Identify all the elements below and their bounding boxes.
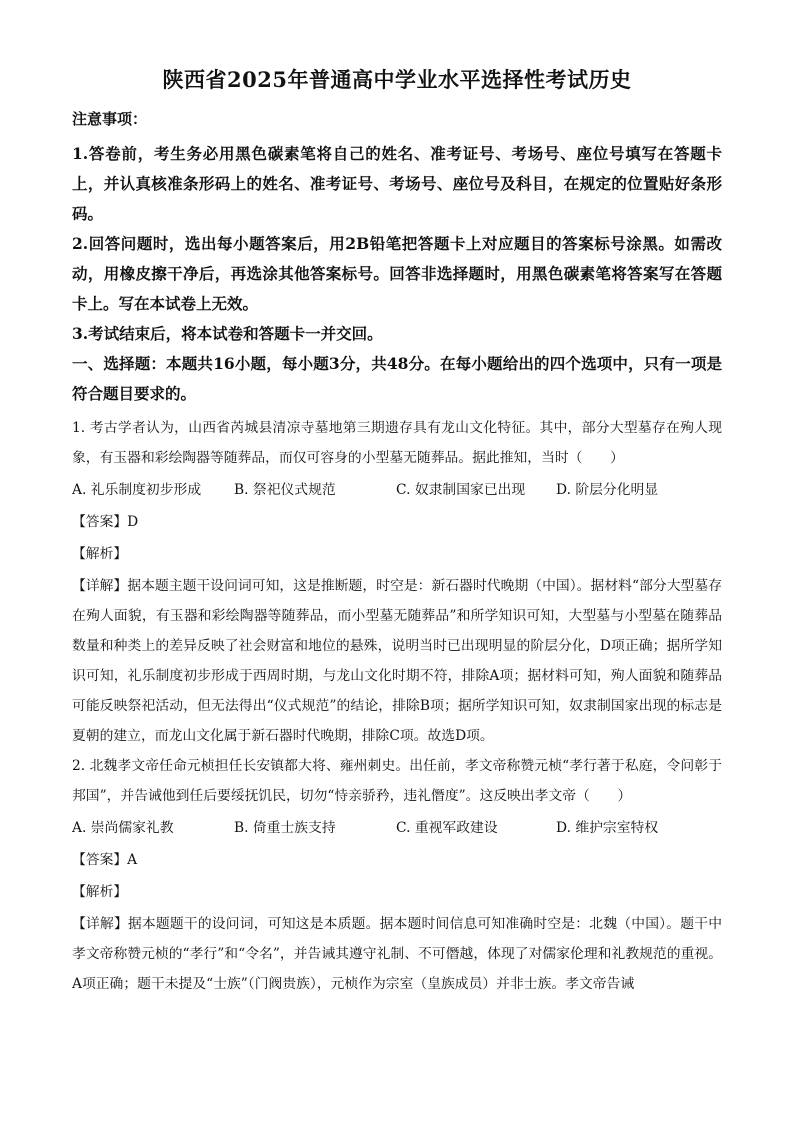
question-1-option-d: D. 阶层分化明显 [556,482,659,498]
page-title: 陕西省2025年普通高中学业水平选择性考试历史 [162,67,632,92]
question-1-analysis-label: 【解析】 [72,546,128,562]
notice-item-1: 1.答卷前，考生务必用黑色碳素笔将自己的姓名、准考证号、考场号、座位号填写在答题卡上，并认真核准条形码上的姓名、准考证号、考场号、座位号及科目，在规定的位置贴好条形码。 [72,144,722,223]
question-1-answer: 【答案】D [72,514,139,530]
question-2-option-d: D. 维护宗室特权 [556,820,659,836]
question-1-options [72,475,722,505]
question-2-analysis-label: 【解析】 [72,884,128,900]
question-1-option-b: B. 祭祀仪式规范 [234,482,336,498]
question-2-option-a: A. 崇尚儒家礼教 [72,820,174,836]
section-heading: 一、选择题：本题共16小题，每小题3分，共48分。在每小题给出的四个选项中，只有一项是符合题目要求的。 [72,354,722,403]
question-2-detail: 【详解】据本题题干的设问词，可知这是本质题。据本题时间信息可知准确时空是：北魏（中国）。题干中孝文帝称赞元桢的“孝行”和“令名”，并告诫其遵守礼制、不可僭越，体现了对儒家伦理和礼教规范的重视。A项正确；题干未提及“士族”（门阀贵族），元桢作为宗室（皇族成员）并非士族。孝文帝告诫 [72,916,722,992]
question-1-detail: 【详解】据本题主题干设问词可知，这是推断题，时空是：新石器时代晚期（中国）。据材料“部分大型墓存在殉人面貌，有玉器和彩绘陶器等随葬品，而小型墓无随葬品”和所学知识可知，大型墓与小型墓在随葬品数量和种类上的差异反映了社会财富和地位的悬殊，说明当时已出现明显的阶层分化，D项正确；据所学知识可知，礼乐制度初步形成于西周时期，与龙山文化时期不符，排除A项；据材料可知，殉人面貌和随葬品可能反映祭祀活动，但无法得出“仪式规范”的结论，排除B项；据所学知识可知，奴隶制国家出现的标志是夏朝的建立，而龙山文化属于新石器时代晚期，排除C项。故选D项。 [72,578,722,744]
notice-item-3: 3.考试结束后，将本试卷和答题卡一并交回。 [72,324,383,343]
question-2-stem: 2. 北魏孝文帝任命元桢担任长安镇都大将、雍州刺史。出任前，孝文帝称赞元桢“孝行著于私庭，令问彰于邦国”，并告诫他到任后要绥抚饥民，切勿“恃亲骄矜，违礼僭度”。这反映出孝文帝（ ） [72,758,722,804]
question-1-option-a: A. 礼乐制度初步形成 [72,482,202,498]
notice-heading: 注意事项： [72,110,148,128]
question-2-answer: 【答案】A [72,852,138,868]
question-2-options [72,813,722,843]
document-page [72,60,722,999]
question-2-option-c: C. 重视军政建设 [396,820,498,836]
question-2-option-b: B. 倚重士族支持 [234,820,336,836]
notice-item-2: 2.回答问题时，选出每小题答案后，用2B铅笔把答题卡上对应题目的答案标号涂黑。如需改动，用橡皮擦干净后，再选涂其他答案标号。回答非选择题时，用黑色碳素笔将答案写在答题卡上。写在本试卷上无效。 [72,234,722,313]
question-1-option-c: C. 奴隶制国家已出现 [396,482,526,498]
question-1-stem: 1. 考古学者认为，山西省芮城县清凉寺墓地第三期遗存具有龙山文化特征。其中，部分大型墓存在殉人现象，有玉器和彩绘陶器等随葬品，而仅可容身的小型墓无随葬品。据此推知，当时（ ） [72,420,722,466]
